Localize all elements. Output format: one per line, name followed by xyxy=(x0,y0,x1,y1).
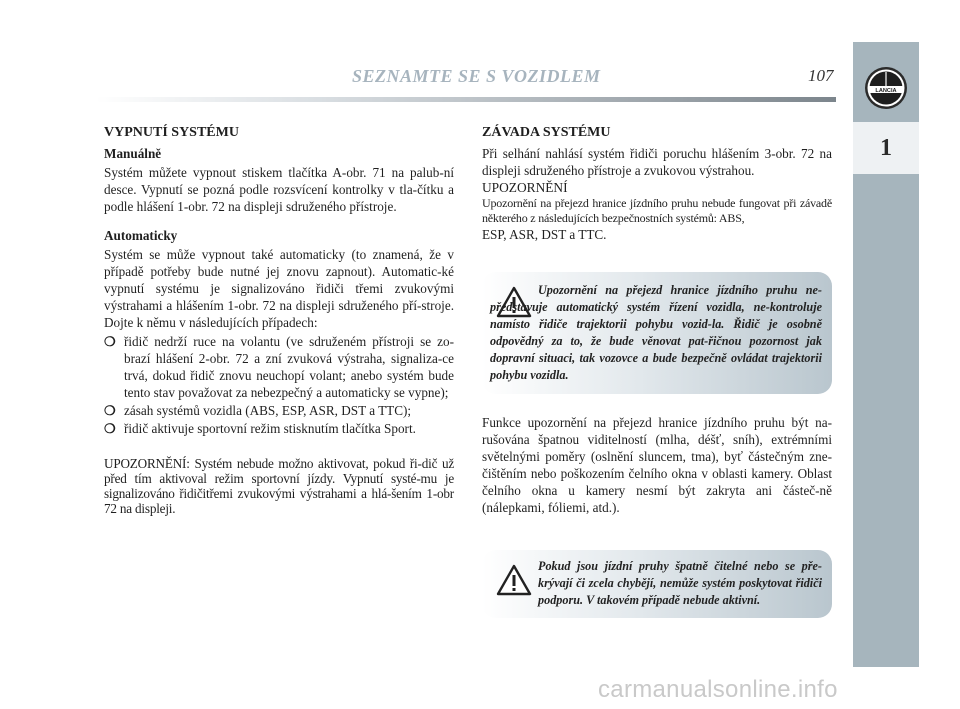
warning-heading: UPOZORNĚNÍ xyxy=(482,180,568,195)
warning-tail-text: ESP, ASR, DST a TTC. xyxy=(482,227,607,242)
logo-lettering: LANCIA xyxy=(875,87,897,94)
right-column xyxy=(482,124,832,254)
lancia-logo-icon xyxy=(864,66,908,110)
manual-paragraph: Systém můžete vypnout stiskem tlačítka A-obr. 71 na palub-ní desce. Vypnutí se pozná podle rozsvícení kontrolky v tla-čítku a podle hlášení 1-obr. 72 na displeji sdruženého přístroje. xyxy=(104,165,454,214)
automatic-paragraph: Systém se může vypnout také automaticky (to znamená, že v případě potřeby bude nutné jej znovu zapnout). Automatic-ké vypnutí systému je signalizováno řidiči třemi zvukovými výstrahami a hlášením 1-obr. 72 na displeji sdruženého pří-stroje. Dojte k němu v následujících případech: xyxy=(104,247,454,330)
section-heading-fault: ZÁVADA SYSTÉMU xyxy=(482,125,611,140)
condition-list xyxy=(104,333,454,437)
sport-mode-warning: UPOZORNĚNÍ: Systém nebude možno aktivovat, pokud ři-dič už před tím aktivoval režim sportovní jízdy. Vypnutí systé-mu je signalizováno řidičitřemi zvukovými výstrahami a hlá-šením 1-obr 72 na displeji. xyxy=(104,456,454,516)
page-number: 107 xyxy=(808,66,834,85)
watermark: carmanualsonline.info xyxy=(598,676,838,703)
caution-note-text: Pokud jsou jízdní pruhy špatně čitelné nebo se pře-krývají či zcela chybějí, nemůže systém poskytovat řidiči podporu. V takovém případě nebude aktivní. xyxy=(538,559,822,607)
caution-note-box xyxy=(482,550,832,618)
list-item: ❍ řidič nedrží ruce na volantu (ve sdruženém přístroji se zo-brazí hlášení 2-obr. 72 a zní zvuková výstraha, signaliza-ce trvá, dokud řidič znovu neuchopí volant; anebo systém bude tento stav považovat za nebezpečný a automaticky se vypne); xyxy=(104,334,454,400)
chapter-number: 1 xyxy=(853,122,919,174)
warning-triangle-icon xyxy=(496,564,532,596)
list-item: ❍ zásah systémů vozidla (ABS, ESP, ASR, DST a TTC); xyxy=(104,403,412,418)
bullet-circle-icon: ❍ xyxy=(104,421,116,436)
caution-note-box xyxy=(482,272,832,394)
bullet-circle-icon: ❍ xyxy=(104,334,116,349)
warning-small-text: Upozornění na přejezd hranice jízdního pruhu nebude fungovat při závadě některého z následujících bezpečnostních systémů: ABS, xyxy=(482,196,832,225)
subheading-manual: Manuálně xyxy=(104,146,162,161)
header-rule xyxy=(96,97,836,102)
subheading-automatic: Automaticky xyxy=(104,228,178,243)
list-item: ❍ řidič aktivuje sportovní režim stisknutím tlačítka Sport. xyxy=(104,421,416,436)
fault-paragraph: Při selhání nahlásí systém řidiči poruchu hlášením 3-obr. 72 na displeji sdruženého přístroje a zvukovou výstrahou. xyxy=(482,146,832,178)
caution-note-text: Upozornění na přejezd hranice jízdního pruhu ne-představuje automatický systém řízení vozidla, ne-kontroluje namísto řidiče trajektorii pohybu vozid-la. Řidič je osobně odpovědný za to, že bude věnovat pat-řičnou pozornost jak dopravní situaci, tak vozovce a bude bezpečně ovládat trajektorii pohybu vozidla. xyxy=(490,283,822,382)
running-header-title: SEZNAMTE SE S VOZIDLEM xyxy=(352,66,601,86)
visibility-paragraph: Funkce upozornění na přejezd hranice jízdního pruhu být na-rušována špatnou viditelností (mlha, déšť, sníh), extrémními světelnými poměry (oslnění sluncem, tma), byť částečným zne-čištěním nebo poškozením čelního okna v oblasti kamery. Oblast čelního okna u kamery nesmí být zakryta ani částeč-ně (nálepkami, fóliemi, atd.). xyxy=(482,415,832,515)
bullet-circle-icon: ❍ xyxy=(104,403,116,418)
left-column xyxy=(104,124,454,516)
section-heading-disable: VYPNUTÍ SYSTÉMU xyxy=(104,125,239,140)
